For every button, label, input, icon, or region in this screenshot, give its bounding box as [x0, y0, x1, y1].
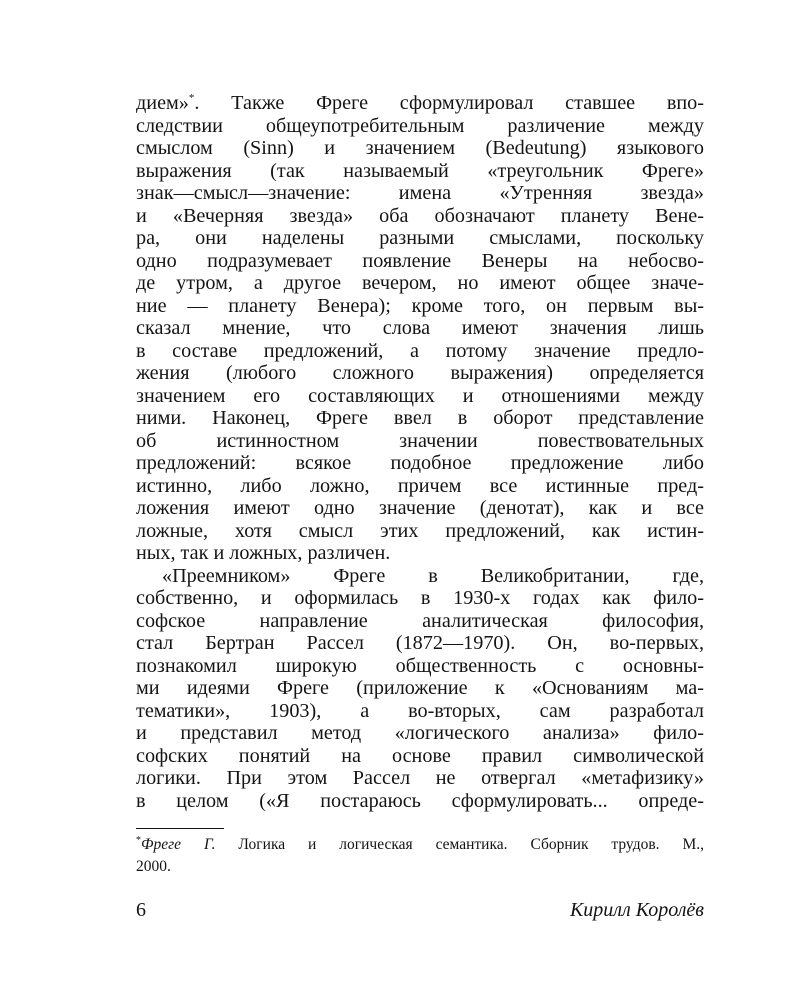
footnote-text-1: Логика и логическая семантика. Сборник трудов. М.,	[215, 836, 704, 853]
text-line-8: одно подразумевает появление Венеры на небосво-	[136, 249, 704, 272]
text-line-3: смыслом (Sinn) и значением (Bedeutung) языкового	[136, 137, 704, 159]
text-line-20: ложные, хотя смысл этих предложений, как истин-	[136, 519, 704, 542]
footnote-line-2: 2000.	[136, 858, 171, 875]
text-line-28: тематики», 1903), а во-вторых, сам разработал	[136, 699, 704, 722]
main-text	[136, 92, 704, 812]
text-line-10: ние — планету Венера); кроме того, он первым вы-	[136, 294, 704, 317]
text-line-14: значением его составляющих и отношениями между	[136, 384, 704, 407]
text-line-31: логики. При этом Рассел не отвергал «метафизику»	[136, 767, 704, 789]
footnote	[136, 834, 704, 878]
text-line-2: следствии общеупотребительным различение между	[136, 114, 704, 137]
text-line-13: жения (любого сложного выражения) определяется	[136, 362, 704, 384]
text-line-30: софских понятий на основе правил символической	[136, 744, 704, 767]
text-line-27: ми идеями Фреге (приложение к «Основаниям ма-	[136, 677, 704, 699]
text-line-21: ных, так и ложных, различен.	[136, 542, 391, 564]
text-line-16: об истинностном значении повествовательных	[136, 429, 704, 452]
text-line-5: знак—смысл—значение: имена «Утренняя звезда»	[136, 182, 704, 204]
footnote-line-1	[136, 834, 704, 856]
footnote-mark: *	[136, 835, 141, 846]
text-line-19: ложения имеют одно значение (денотат), как и все	[136, 497, 704, 519]
text-line-12: в составе предложений, а потому значение предло-	[136, 339, 704, 362]
page-number: 6	[136, 899, 146, 921]
text-line-26: познакомил широкую общественность с основны-	[136, 654, 704, 677]
text-line-11: сказал мнение, что слова имеют значения лишь	[136, 317, 704, 339]
text-line-24: софское направление аналитическая философия,	[136, 609, 704, 632]
text-line-7: ра, они наделены разными смыслами, поскольку	[136, 227, 704, 249]
footnote-divider	[136, 828, 224, 829]
text-line-4: выражения (так называемый «треугольник Фреге»	[136, 159, 704, 182]
text-line-29: и представил метод «логического анализа» фило-	[136, 722, 704, 744]
text-line-1-rest: . Также Фреге сформулировал ставшее впо-	[194, 92, 704, 114]
text-line-15: ними. Наконец, Фреге ввел в оборот представление	[136, 407, 704, 429]
text-line-1	[136, 92, 704, 115]
text-line-17: предложений: всякое подобное предложение либо	[136, 452, 704, 474]
text-line-25: стал Бертран Рассел (1872—1970). Он, во-первых,	[136, 632, 704, 654]
footnote-reference-mark[interactable]: *	[188, 92, 195, 104]
text-line-1-start: дием»	[136, 92, 189, 114]
text-line-6: и «Вечерняя звезда» оба обозначают планету Вене-	[136, 204, 704, 227]
text-line-22: «Преемником» Фреге в Великобритании, где,	[162, 564, 704, 587]
footnote-author: Фреге Г.	[141, 836, 216, 853]
text-line-23: собственно, и оформилась в 1930-х годах как фило-	[136, 587, 704, 609]
text-line-9: де утром, а другое вечером, но имеют общее значе-	[136, 272, 704, 294]
text-line-18: истинно, либо ложно, причем все истинные пред-	[136, 474, 704, 497]
running-title: Кирилл Королёв	[569, 899, 704, 921]
text-line-32: в целом («Я постараюсь сформулировать... опреде-	[136, 789, 704, 812]
